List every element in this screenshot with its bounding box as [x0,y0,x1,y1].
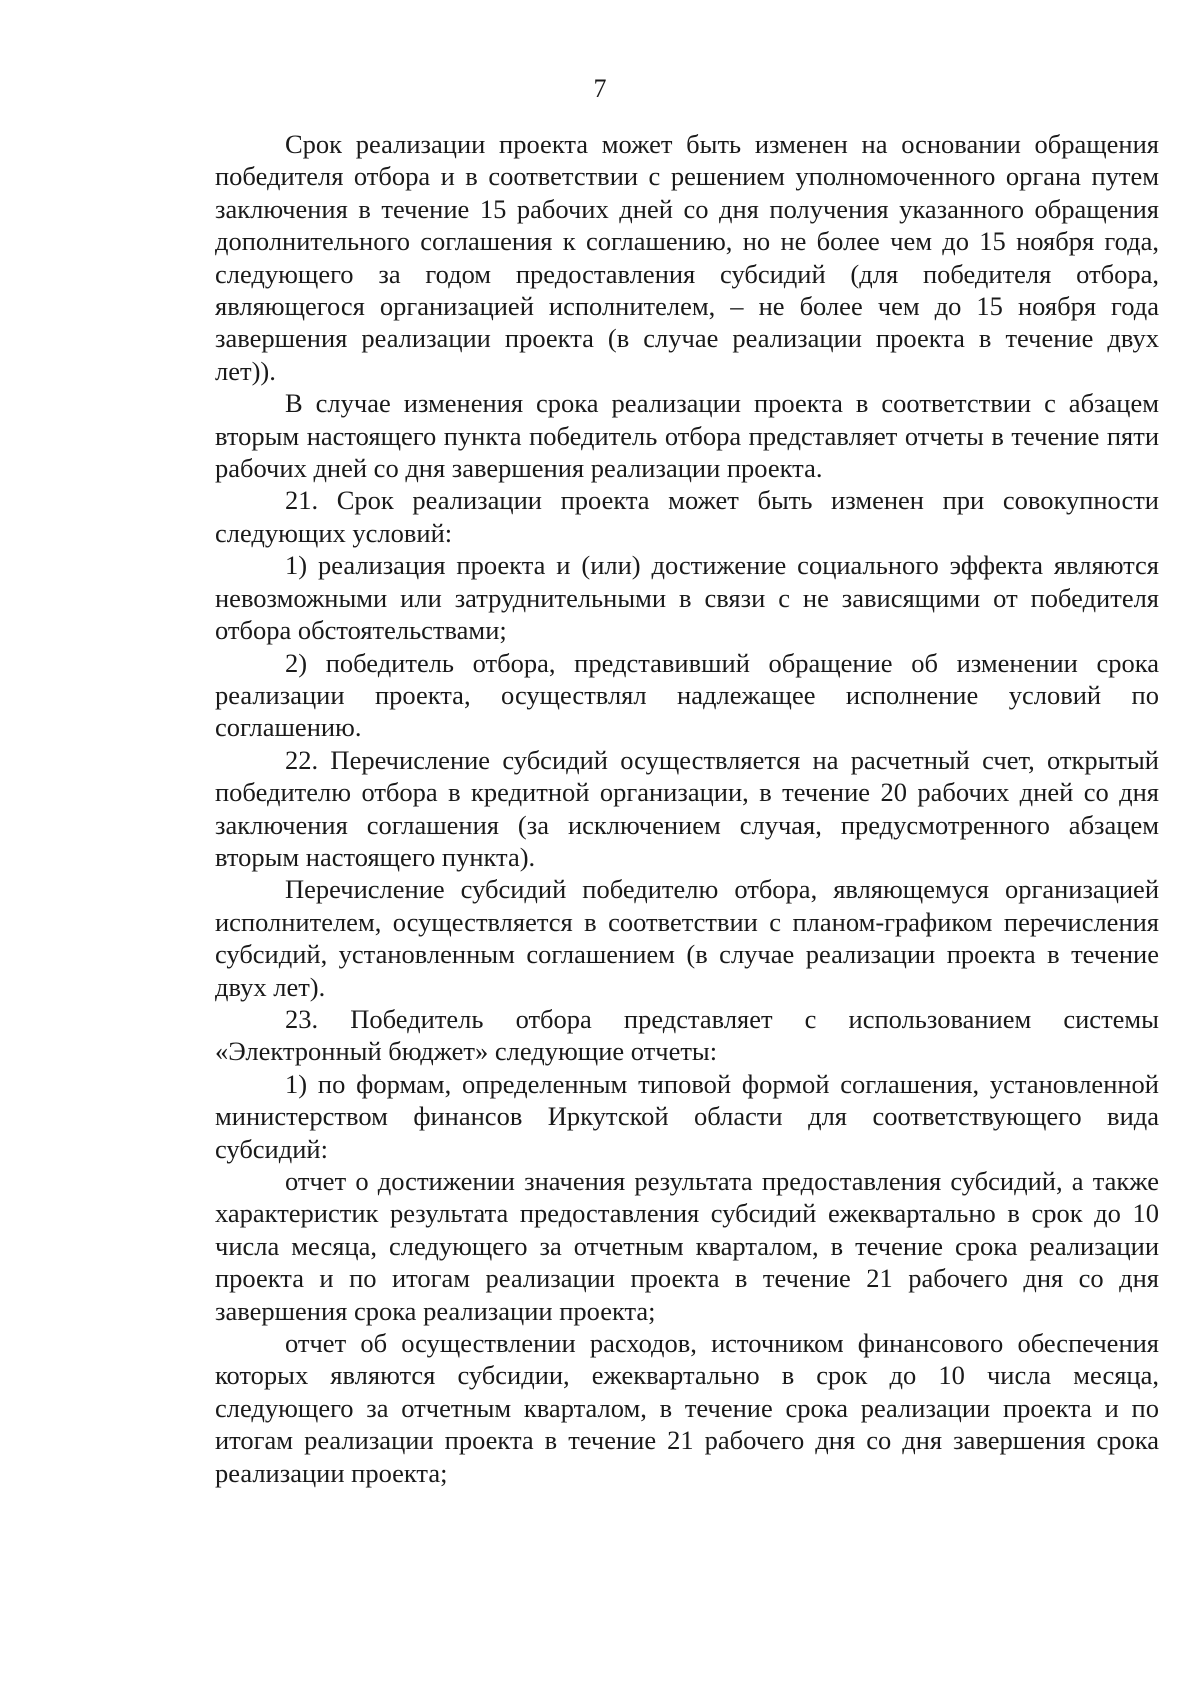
paragraph-23-item-1: 1) по формам, определенным типовой формой соглашения, установленной министерством финансов Иркутской области для соответствующего вида субсидий: [215,1068,1159,1164]
paragraph-22-schedule: Перечисление субсидий победителю отбора, являющемуся организацией исполнителем, осуществляется в соответствии с планом-графиком перечисления субсидий, установленным соглашением (в случае реализации проекта в течение двух лет). [215,874,1159,1002]
paragraph-report-expenses: отчет об осуществлении расходов, источником финансового обеспечения которых являются субсидии, ежеквартально в срок до 10 числа месяца, следующего за отчетным кварталом, в течение срока реализации проекта и по итогам реализации проекта в течение 21 рабочего дня со дня завершения срока реализации проекта; [215,1328,1159,1488]
page-number: 7 [593,74,607,103]
document-body [215,128,1159,1489]
paragraph-23: 23. Победитель отбора представляет с использованием системы «Электронный бюджет» следующие отчеты: [215,1003,1159,1067]
paragraph-term-change: Срок реализации проекта может быть изменен на основании обращения победителя отбора и в соответствии с решением уполномоченного органа путем заключения в течение 15 рабочих дней со дня получения указанного обращения дополнительного соглашения к соглашению, но не более чем до 15 ноября года, следующего за годом предоставления субсидий (для победителя отбора, являющегося организацией исполнителем, – не более чем до 15 ноября года завершения реализации проекта (в случае реализации проекта в течение двух лет)). [215,129,1159,386]
paragraph-21: 21. Срок реализации проекта может быть изменен при совокупности следующих условий: [215,485,1159,548]
paragraph-21-item-2: 2) победитель отбора, представивший обращение об изменении срока реализации проекта, осуществлял надлежащее исполнение условий по соглашению. [215,647,1159,743]
paragraph-reports-on-change: В случае изменения срока реализации проекта в соответствии с абзацем вторым настоящего пункта победитель отбора представляет отчеты в течение пяти рабочих дней со дня завершения реализации проекта. [215,388,1159,484]
paragraph-report-results: отчет о достижении значения результата предоставления субсидий, а также характеристик результата предоставления субсидий ежеквартально в срок до 10 числа месяца, следующего за отчетным кварталом, в течение срока реализации проекта и по итогам реализации проекта в течение 21 рабочего дня со дня завершения срока реализации проекта; [215,1166,1159,1326]
paragraph-21-item-1: 1) реализация проекта и (или) достижение социального эффекта являются невозможными или затруднительными в связи с не зависящими от победителя отбора обстоятельствами; [215,550,1159,646]
paragraph-22: 22. Перечисление субсидий осуществляется на расчетный счет, открытый победителю отбора в кредитной организации, в течение 20 рабочих дней со дня заключения соглашения (за исключением случая, предусмотренного абзацем вторым настоящего пункта). [215,744,1159,872]
